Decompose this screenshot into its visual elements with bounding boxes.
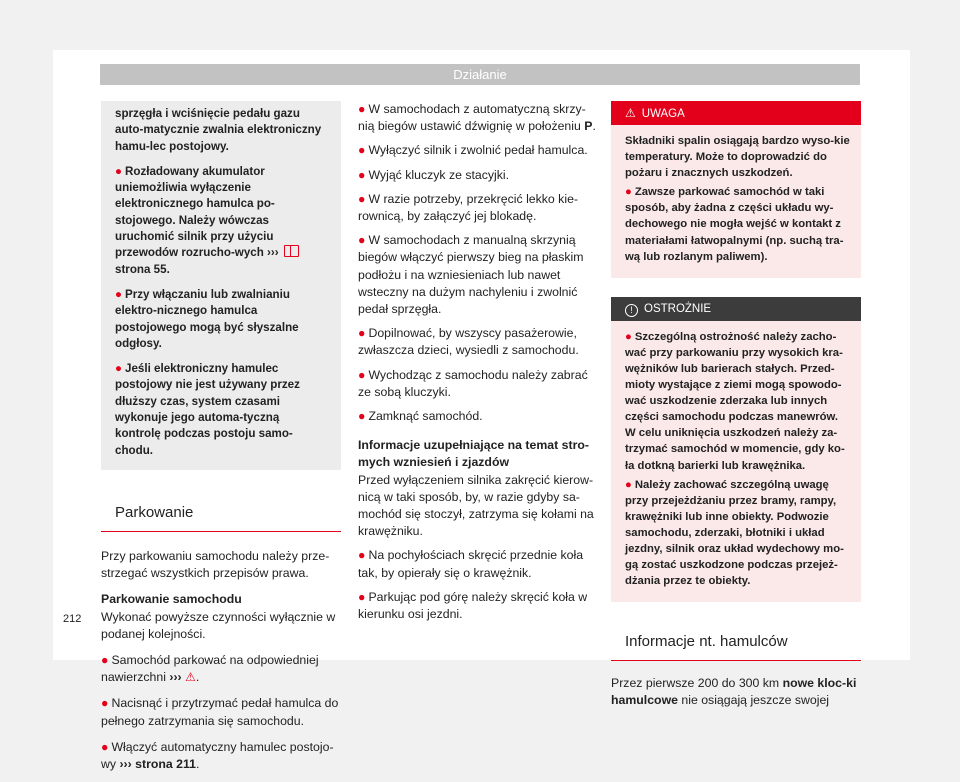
- list-item: ● W razie potrzeby, przekręcić lekko kie-rownicą, by załączyć jej blokadę.: [358, 191, 579, 224]
- arrow-ref-icon: ›››: [119, 756, 132, 771]
- bullet-icon: ●: [101, 739, 109, 754]
- bullet-icon: ●: [625, 330, 632, 343]
- subheading: Informacje uzupełniające na temat stro-mych wzniesień i zjazdów: [358, 438, 589, 470]
- page-link[interactable]: strona 211: [135, 756, 197, 771]
- bullet-icon: ●: [358, 167, 366, 182]
- column-right: [611, 101, 861, 719]
- warning-bullet: ● Zawsze parkować samochód w taki sposób, aby żadna z części układu wy-dechowego nie mogła wejść w kontakt z materiałami łatwopalnymi (np. suchą tra-wą lub rozlanym paliwem).: [625, 186, 844, 263]
- page-number: 212: [63, 613, 82, 625]
- list-item: ● Zamknąć samochód.: [358, 409, 483, 424]
- list-item: ● W samochodach z manualną skrzynią biegów włączyć pierwszy bieg na płaskim podłożu i na wzniesieniach lub nawet wsteczny na dużym nachyleniu i zwolnić pedał sprzęgła.: [358, 233, 584, 317]
- section-title-parking: Parkowanie: [101, 503, 341, 532]
- bullet-icon: ●: [358, 233, 366, 248]
- book-icon: [284, 245, 299, 257]
- warning-box: [611, 101, 861, 278]
- warning-body: [611, 125, 861, 278]
- continuation-box: [101, 101, 341, 470]
- box-bullet: ● Przy włączaniu lub zwalnianiu elektro-nicznego hamulca postojowego mogą być słyszalne odgłosy.: [115, 287, 299, 350]
- caution-bullet: ● Należy zachować szczególną uwagę przy przejeżdżaniu przez bramy, rampy, krawężniki lub inne obiekty. Podwozie samochodu, zderzaki, błotniki i układ jezdny, silnik oraz układ wydechowy mo-gą zostać uszkodzone podczas przejeż-dżania przez te obiekty.: [625, 478, 844, 588]
- box-paragraph: sprzęgła i wciśnięcie pedału gazu auto-matycznie zwalnia elektroniczny hamu-lec postojowy.: [115, 107, 322, 153]
- warning-header: ⚠ UWAGA: [611, 101, 861, 125]
- box-bullet: ● Rozładowany akumulator uniemożliwia wyłączenie elektronicznego hamulca po-stojowego. Należy wówczas uruchomić silnik przy użyciu przewodów rozrucho-wych ››› strona 55.: [115, 164, 327, 278]
- bullet-icon: ●: [625, 186, 632, 199]
- caution-box: [611, 297, 861, 603]
- bullet-icon: ●: [358, 367, 366, 382]
- list-item: ● Parkując pod górę należy skręcić koła w kierunku osi jezdni.: [358, 589, 588, 622]
- subheading: Parkowanie samochodu: [101, 592, 242, 607]
- arrow-ref-icon: ›››: [169, 670, 182, 685]
- paragraph: Przez pierwsze 200 do 300 km nowe kloc-ki hamulcowe nie osiągają jeszcze swojej: [611, 676, 857, 708]
- list-item: ● Wychodząc z samochodu należy zabrać ze sobą kluczyki.: [358, 367, 588, 399]
- bullet-icon: ●: [358, 102, 366, 116]
- paragraph: Wykonać powyższe czynności wyłącznie w podanej kolejności.: [101, 609, 336, 641]
- box-bullet: ● Jeśli elektroniczny hamulec postojowy nie jest używany przez dłuższy czas, system czasami wykonuje jego automa-tyczną kontrolę podczas postoju samo-chodu.: [115, 362, 300, 457]
- exclamation-circle-icon: !: [625, 304, 638, 317]
- list-item: ● Samochód parkować na odpowiedniej nawierzchni ››› ⚠.: [101, 652, 319, 685]
- bullet-icon: ●: [358, 191, 366, 206]
- paragraph: Przed wyłączeniem silnika zakręcić kierow-nicą w taki sposób, by, w razie gdyby sa-mochód się stoczył, zatrzyma się kołami na krawężniku.: [358, 472, 594, 539]
- list-item: ● W samochodach z automatyczną skrzy-nią biegów ustawić dźwignię w położeniu P.: [358, 102, 596, 134]
- warning-paragraph: Składniki spalin osiągają bardzo wyso-kie temperatury. Może to doprowadzić do pożaru i znacznych uszkodzeń.: [625, 135, 850, 180]
- bullet-icon: ●: [625, 478, 632, 491]
- paragraph: Przy parkowaniu samochodu należy prze-strzegać wszystkich przepisów prawa.: [101, 548, 330, 581]
- arrow-ref-icon: ›››: [267, 246, 279, 260]
- bullet-icon: ●: [115, 164, 123, 178]
- bullet-icon: ●: [358, 143, 366, 158]
- bullet-icon: ●: [101, 696, 109, 711]
- bullet-icon: ●: [358, 409, 366, 424]
- bullet-icon: ●: [115, 362, 123, 376]
- column-middle: [358, 101, 600, 630]
- bullet-icon: ●: [115, 287, 123, 301]
- warning-triangle-icon: ⚠: [625, 106, 636, 120]
- list-item: ● Włączyć automatyczny hamulec postojo-wy ››› strona 211.: [101, 739, 334, 771]
- list-item: ● Wyłączyć silnik i zwolnić pedał hamulca.: [358, 143, 588, 158]
- list-item: ● Dopilnować, by wszyscy pasażerowie, zwłaszcza dzieci, wysiedli z samochodu.: [358, 326, 579, 358]
- caution-header: ! OSTROŻNIE: [611, 297, 861, 321]
- warning-triangle-icon[interactable]: ⚠: [185, 670, 196, 685]
- column-left: [101, 101, 341, 782]
- list-item: ● Wyjąć kluczyk ze stacyjki.: [358, 167, 510, 182]
- bullet-icon: ●: [358, 589, 366, 604]
- list-item: ● Nacisnąć i przytrzymać pedał hamulca do pełnego zatrzymania się samochodu.: [101, 696, 339, 728]
- bullet-icon: ●: [101, 652, 109, 667]
- page-link[interactable]: strona 55: [115, 262, 167, 276]
- list-item: ● Na pochyłościach skręcić przednie koła tak, by opierały się o krawężnik.: [358, 548, 584, 580]
- caution-body: [611, 321, 861, 603]
- page-header: Działanie: [100, 64, 860, 85]
- section-title-brakes: Informacje nt. hamulców: [611, 632, 861, 661]
- caution-bullet: ● Szczególną ostrożność należy zacho-wać przy parkowaniu przy wysokich kra-wężników lub barierach stałych. Przed-mioty wystające z ziemi mogą spowodo-wać uszkodzenie zderzaka lub innych części samochodu podczas manewrów. W celu uniknięcia uszkodzeń należy za-trzymać samochód w momencie, gdy ko-ła dotkną barierki lub krawężnika.: [625, 330, 845, 472]
- bullet-icon: ●: [358, 548, 366, 563]
- bullet-icon: ●: [358, 326, 366, 341]
